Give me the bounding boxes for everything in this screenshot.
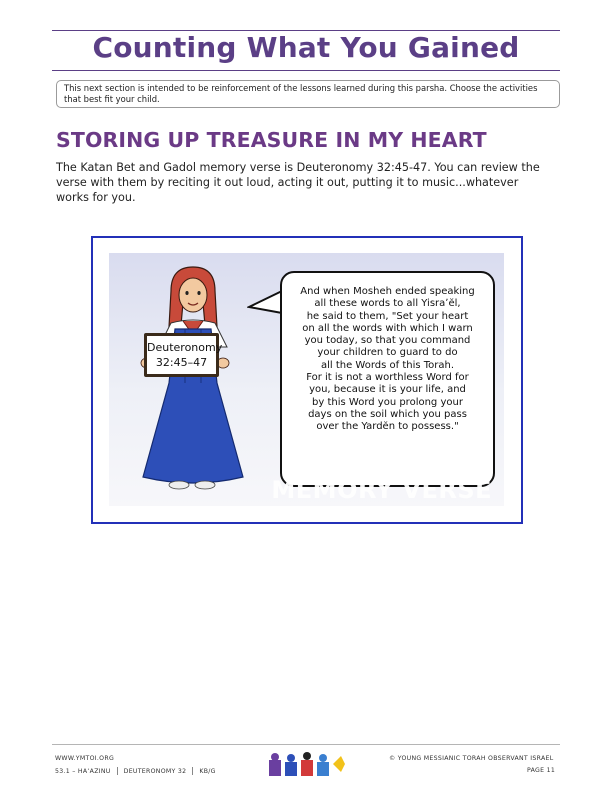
- sign-reference: 32:45–47: [155, 356, 208, 369]
- verse-line: For it is not a worthless Word for: [306, 372, 469, 384]
- footer-lesson: 53.1 – HAʼAZINU: [55, 768, 111, 775]
- verse-line: all these words to all Yisraʼĕl,: [314, 298, 461, 310]
- verse-line: your children to guard to do: [317, 347, 458, 359]
- ymtoi-logo-icon: [267, 752, 347, 778]
- verse-line: all the Words of this Torah.: [320, 359, 455, 371]
- footer-copyright: © YOUNG MESSIANIC TORAH OBSERVANT ISRAEL: [389, 755, 554, 762]
- top-rule-lower: [52, 70, 560, 71]
- footer-website: WWW.YMTOI.ORG: [55, 755, 115, 762]
- girl-illustration: [131, 263, 261, 503]
- intro-note: This next section is intended to be reinforcement of the lessons learned during this parsha. Choose the activities that best fit your child.: [56, 80, 560, 108]
- footer-page-number: PAGE 11: [527, 767, 556, 774]
- memory-verse-watermark: MEMORY VERSE: [271, 476, 492, 504]
- scripture-sign: [144, 333, 223, 377]
- footer-lesson-info: [55, 767, 216, 775]
- verse-line: by this Word you prolong your: [312, 396, 463, 408]
- section-heading: STORING UP TREASURE IN MY HEART: [56, 128, 487, 152]
- verse-line: days on the soil which you pass: [308, 408, 467, 420]
- page-title: Counting What You Gained: [92, 31, 520, 64]
- footer-separator: [117, 767, 118, 775]
- footer-grade: KB/G: [199, 768, 216, 775]
- body-paragraph: The Katan Bet and Gadol memory verse is Deuteronomy 32:45-47. You can review the verse with them by reciting it out loud, acting it out, putting it to music...whatever works for you.: [56, 161, 540, 204]
- verse-line: And when Mosheh ended speaking: [300, 286, 475, 297]
- memory-verse-illustration: [109, 253, 504, 506]
- sign-book: Deuteronomy: [147, 341, 223, 354]
- verse-line: you, because it is your life, and: [309, 384, 466, 396]
- footer-separator: [192, 767, 193, 775]
- verse-line: he said to them, "Set your heart: [306, 310, 469, 322]
- speech-bubble: [280, 271, 495, 487]
- verse-line: on all the words with which I warn: [302, 322, 473, 334]
- verse-line: you today, so that you command: [304, 335, 471, 347]
- footer-rule: [52, 744, 560, 745]
- verse-line: over the Yardĕn to possess.": [316, 421, 459, 433]
- footer-scripture: DEUTERONOMY 32: [123, 768, 187, 775]
